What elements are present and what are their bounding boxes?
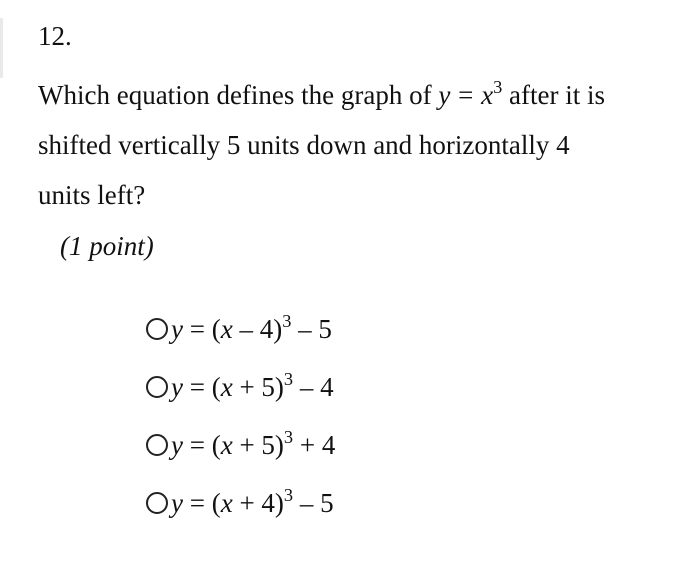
question-number: 12.: [38, 21, 72, 51]
option-3-inner: + 5): [232, 430, 284, 460]
question-stem: [38, 74, 678, 224]
option-1-exponent: 3: [282, 311, 292, 332]
answer-option-4[interactable]: [146, 474, 335, 532]
option-4-sign: = (: [182, 488, 221, 518]
stem-line-2: shifted vertically 5 units down and horizontally 4: [38, 130, 570, 160]
option-4-inner: + 4): [232, 488, 284, 518]
option-3-base: x: [220, 430, 233, 460]
option-1-base: x: [220, 314, 233, 344]
answer-options: [146, 300, 335, 532]
option-3-sign: = (: [182, 430, 221, 460]
stem-eq-sign: =: [451, 80, 481, 110]
stem-eq-exponent: 3: [493, 77, 503, 98]
option-4-tail: – 5: [293, 488, 334, 518]
option-2-tail: – 4: [293, 372, 334, 402]
radio-button-icon[interactable]: [146, 318, 168, 340]
option-1-inner: – 4): [232, 314, 283, 344]
option-3-exponent: 3: [283, 427, 294, 448]
option-2-var: y: [171, 372, 183, 402]
stem-eq-base: x: [481, 80, 494, 110]
left-edge-mark: [0, 18, 3, 78]
option-4-base: x: [220, 488, 233, 518]
stem-eq-var: y: [438, 80, 451, 110]
radio-button-icon[interactable]: [146, 492, 168, 514]
option-4-exponent: 3: [283, 485, 294, 506]
radio-button-icon[interactable]: [146, 376, 168, 398]
answer-option-2[interactable]: [146, 358, 335, 416]
option-3-tail: + 4: [293, 430, 336, 460]
option-2-base: x: [220, 372, 233, 402]
option-4-formula: [171, 485, 334, 521]
points-label: (1 point): [60, 231, 154, 261]
radio-button-icon[interactable]: [146, 434, 168, 456]
stem-line-1-prefix: Which equation defines the graph of: [38, 80, 439, 110]
option-1-var: y: [171, 314, 183, 344]
answer-option-1[interactable]: [146, 300, 335, 358]
option-4-var: y: [171, 488, 183, 518]
option-3-formula: [171, 427, 335, 463]
option-2-exponent: 3: [283, 369, 294, 390]
option-3-var: y: [171, 430, 183, 460]
stem-line-3: units left?: [38, 180, 146, 210]
option-1-tail: – 5: [291, 314, 332, 344]
answer-option-3[interactable]: [146, 416, 335, 474]
stem-line-1: [38, 74, 678, 124]
option-2-inner: + 5): [232, 372, 284, 402]
option-2-formula: [171, 369, 334, 405]
option-1-sign: = (: [182, 314, 221, 344]
option-2-sign: = (: [182, 372, 221, 402]
stem-line-1-suffix: after it is: [502, 80, 605, 110]
option-1-formula: [171, 311, 332, 347]
